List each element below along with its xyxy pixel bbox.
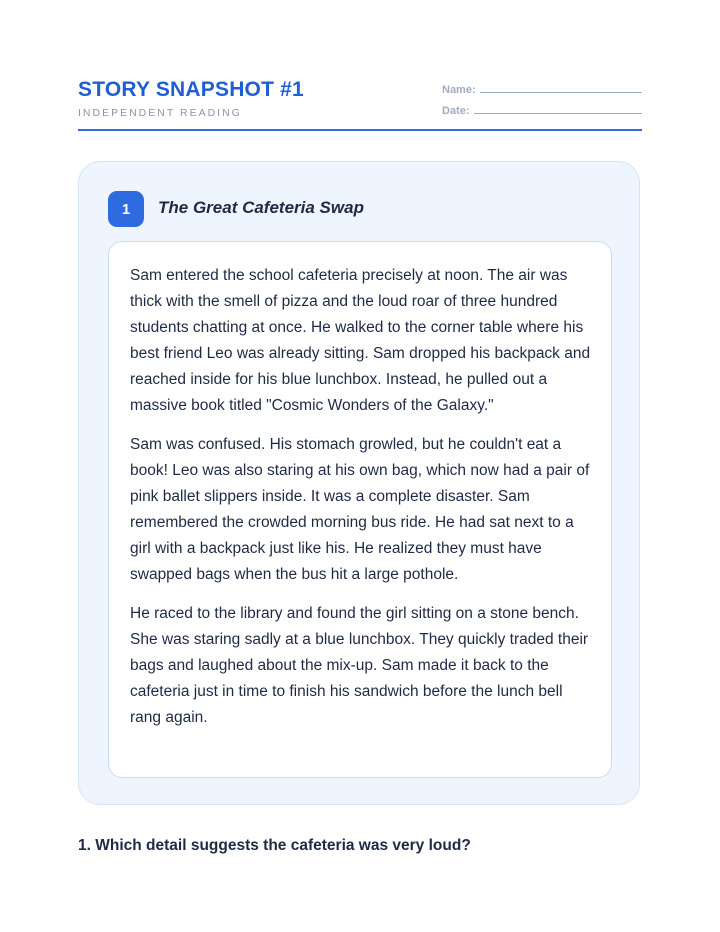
story-panel — [78, 161, 640, 805]
worksheet-header — [78, 78, 642, 132]
worksheet-title: STORY SNAPSHOT #1 — [78, 78, 304, 101]
student-fields — [442, 82, 642, 124]
header-divider — [78, 129, 642, 131]
story-number-badge: 1 — [108, 191, 144, 227]
name-field[interactable] — [442, 82, 642, 103]
date-line[interactable] — [474, 103, 642, 114]
date-field[interactable] — [442, 103, 642, 124]
question-1: 1. Which detail suggests the cafeteria was very loud? — [78, 837, 471, 854]
story-text-box — [108, 241, 612, 778]
worksheet-subtitle: INDEPENDENT READING — [78, 107, 242, 119]
name-line[interactable] — [480, 82, 642, 93]
name-label: Name: — [442, 84, 476, 96]
story-paragraph-1: Sam entered the school cafeteria precisely at noon. The air was thick with the smell of pizza and the loud roar of three hundred students chatting at once. He walked to the corner table where his best friend Leo was already sitting. Sam dropped his backpack and reached inside for his blue lunchbox. Instead, he pulled out a massive book titled "Cosmic Wonders of the Galaxy." — [130, 267, 591, 414]
story-paragraph-3: He raced to the library and found the girl sitting on a stone bench. She was staring sadly at a blue lunchbox. They quickly traded their bags and laughed about the mix-up. Sam made it back to the cafeteria just in time to finish his sandwich before the lunch bell rang again. — [130, 605, 589, 726]
story-paragraph-2: Sam was confused. His stomach growled, but he couldn't eat a book! Leo was also staring at his own bag, which now had a pair of pink ballet slippers inside. It was a complete disaster. Sam remembered the crowded morning bus ride. He had sat next to a girl with a backpack just like his. He realized they must have swapped bags when the bus hit a large pothole. — [130, 436, 590, 583]
date-label: Date: — [442, 105, 470, 117]
story-title: The Great Cafeteria Swap — [158, 198, 364, 217]
